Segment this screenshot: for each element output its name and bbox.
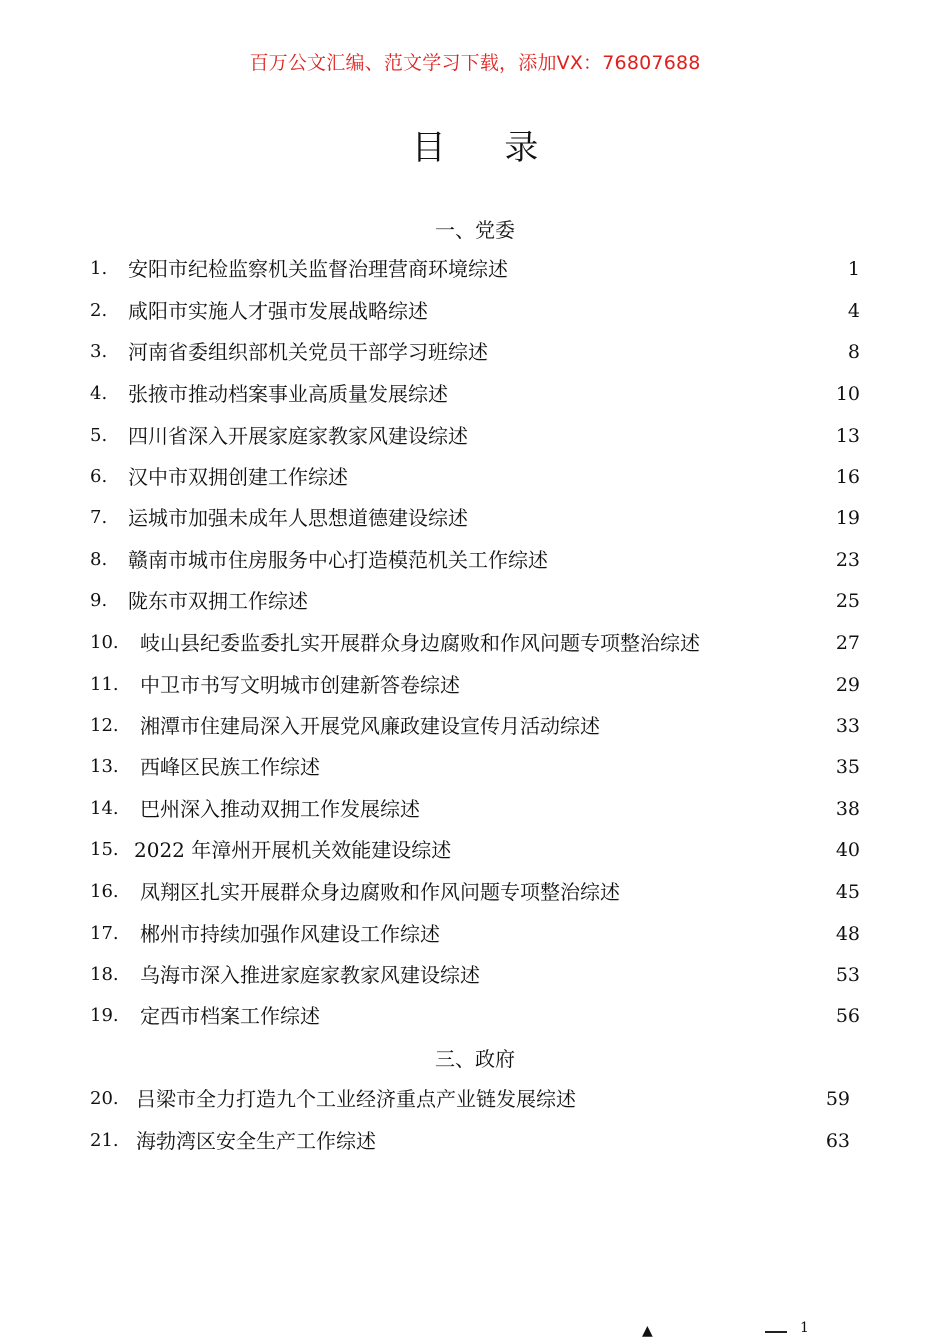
toc-entry-page: 4	[847, 300, 860, 322]
section-heading-party: 一、党委	[435, 218, 515, 242]
toc-entry-title: 中卫市书写文明城市创建新答卷综述	[140, 673, 460, 697]
toc-entry[interactable]	[90, 503, 860, 533]
toc-entry-title: 运城市加强未成年人思想道德建设综述	[128, 506, 468, 530]
toc-entry-page: 38	[835, 798, 860, 820]
toc-entry[interactable]	[90, 1001, 860, 1031]
toc-entry-number: 21.	[90, 1130, 119, 1151]
toc-entry-page: 29	[835, 674, 860, 696]
toc-entry[interactable]	[90, 462, 860, 492]
toc-entry[interactable]	[90, 337, 860, 367]
toc-entry-title: 定西市档案工作综述	[140, 1004, 320, 1028]
section-heading-gov: 三、政府	[435, 1047, 515, 1071]
toc-entry-number: 14.	[90, 798, 119, 819]
toc-entry-title: 赣南市城市住房服务中心打造模范机关工作综述	[128, 548, 548, 572]
toc-entry[interactable]	[90, 586, 860, 616]
toc-entry-page: 45	[835, 881, 860, 903]
toc-entry-number: 1.	[90, 258, 108, 279]
toc-entry-title: 乌海市深入推进家庭家教家风建设综述	[140, 963, 480, 987]
toc-entry-page: 16	[835, 466, 860, 488]
toc-entry-page: 25	[835, 590, 860, 612]
toc-entry-page: 10	[835, 383, 860, 405]
toc-entry-number: 13.	[90, 756, 119, 777]
toc-entry[interactable]	[90, 1084, 860, 1114]
toc-entry-page: 59	[825, 1088, 850, 1110]
toc-entry-number: 5.	[90, 425, 108, 446]
toc-entry[interactable]	[90, 960, 860, 990]
toc-entry-title: 吕梁市全力打造九个工业经济重点产业链发展综述	[136, 1087, 576, 1111]
toc-entry-page: 40	[835, 839, 860, 861]
toc-entry-number: 18.	[90, 964, 119, 985]
toc-entry-title: 陇东市双拥工作综述	[128, 589, 308, 613]
page-title: 目 录	[411, 128, 563, 168]
toc-entry-page: 23	[835, 549, 860, 571]
toc-entry-number: 15.	[90, 839, 119, 860]
toc-entry-page: 27	[835, 632, 860, 654]
toc-entry-title: 巴州深入推动双拥工作发展综述	[140, 797, 420, 821]
toc-entry-number: 16.	[90, 881, 119, 902]
toc-entry[interactable]	[90, 254, 860, 284]
toc-entry-title: 咸阳市实施人才强市发展战略综述	[128, 299, 428, 323]
toc-entry-title: 安阳市纪检监察机关监督治理营商环境综述	[128, 257, 508, 281]
toc-entry[interactable]	[90, 711, 860, 741]
toc-entry-number: 7.	[90, 507, 108, 528]
toc-entry-page: 35	[835, 756, 860, 778]
toc-entry-title: 西峰区民族工作综述	[140, 755, 320, 779]
footer-dash	[765, 1331, 787, 1333]
footer-page-number: 1	[800, 1320, 809, 1336]
toc-entry-number: 3.	[90, 341, 108, 362]
toc-entry[interactable]	[90, 421, 860, 451]
toc-entry-number: 4.	[90, 383, 108, 404]
toc-entry-title: 2022 年漳州开展机关效能建设综述	[134, 838, 452, 862]
toc-entry-number: 11.	[90, 674, 119, 695]
toc-entry[interactable]	[90, 877, 860, 907]
toc-entry-title: 汉中市双拥创建工作综述	[128, 465, 348, 489]
toc-entry-page: 19	[835, 507, 860, 529]
toc-entry-title: 岐山县纪委监委扎实开展群众身边腐败和作风问题专项整治综述	[140, 631, 700, 655]
toc-entry-page: 63	[825, 1130, 850, 1152]
toc-entry-page: 53	[835, 964, 860, 986]
toc-entry[interactable]	[90, 379, 860, 409]
toc-entry-number: 2.	[90, 300, 108, 321]
toc-entry-title: 河南省委组织部机关党员干部学习班综述	[128, 340, 488, 364]
toc-entry[interactable]	[90, 628, 860, 658]
toc-entry-number: 8.	[90, 549, 108, 570]
toc-entry-title: 湘潭市住建局深入开展党风廉政建设宣传月活动综述	[140, 714, 600, 738]
toc-entry[interactable]	[90, 1126, 860, 1156]
toc-entry-page: 33	[835, 715, 860, 737]
toc-entry[interactable]	[90, 545, 860, 575]
toc-entry-page: 1	[847, 258, 860, 280]
toc-entry-page: 8	[847, 341, 860, 363]
toc-entry-title: 四川省深入开展家庭家教家风建设综述	[128, 424, 468, 448]
toc-entry[interactable]	[90, 752, 860, 782]
toc-entry-number: 19.	[90, 1005, 119, 1026]
footer-mark-icon: ▲	[642, 1323, 653, 1339]
toc-entry-page: 13	[835, 425, 860, 447]
toc-entry-number: 9.	[90, 590, 108, 611]
toc-entry[interactable]	[90, 794, 860, 824]
watermark-banner: 百万公文汇编、范文学习下载，添加VX：76807688	[249, 52, 701, 74]
toc-entry-number: 20.	[90, 1088, 119, 1109]
toc-entry[interactable]	[90, 670, 860, 700]
toc-entry-number: 6.	[90, 466, 108, 487]
toc-entry[interactable]	[90, 296, 860, 326]
toc-entry-title: 郴州市持续加强作风建设工作综述	[140, 922, 440, 946]
toc-entry-page: 56	[835, 1005, 860, 1027]
toc-entry-title: 凤翔区扎实开展群众身边腐败和作风问题专项整治综述	[140, 880, 620, 904]
toc-entry-number: 12.	[90, 715, 119, 736]
toc-entry-title: 海勃湾区安全生产工作综述	[136, 1129, 376, 1153]
toc-entry[interactable]	[90, 919, 860, 949]
toc-entry-number: 17.	[90, 923, 119, 944]
toc-entry-title: 张掖市推动档案事业高质量发展综述	[128, 382, 448, 406]
toc-entry-page: 48	[835, 923, 860, 945]
toc-entry-number: 10.	[90, 632, 119, 653]
toc-entry[interactable]	[90, 835, 860, 865]
